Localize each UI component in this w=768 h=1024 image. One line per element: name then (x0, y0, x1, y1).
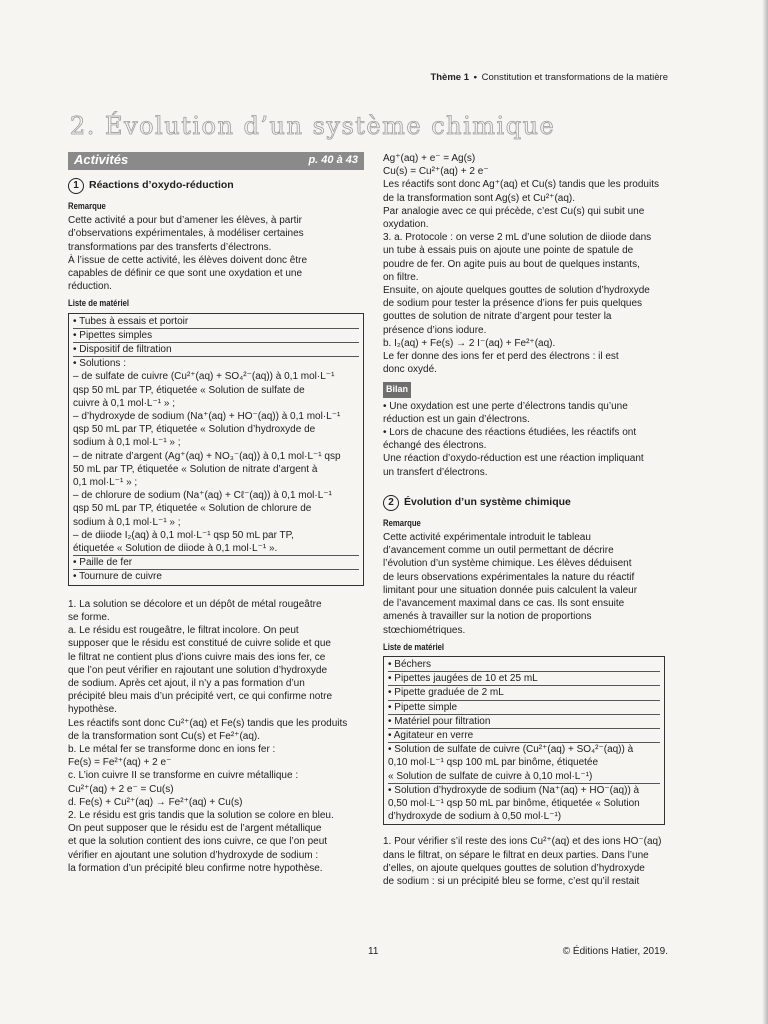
materiel-item: • Pipette simple (388, 701, 660, 715)
materiel-item: • Tournure de cuivre (73, 571, 162, 583)
materiel-item: • Pipettes jaugées de 10 et 25 mL (388, 672, 660, 686)
text-line: 3. a. Protocole : on verse 2 mL d’une solution de diiode dans (383, 232, 652, 244)
section-2-title: Évolution d’un système chimique (404, 496, 571, 509)
bilan-label: Bilan (383, 382, 411, 397)
theme-label: Thème 1 (430, 72, 469, 83)
answers-text (68, 598, 364, 875)
copyright: © Éditions Hatier, 2019. (562, 946, 668, 957)
text-line: Les réactifs sont donc Cu²⁺(aq) et Fe(s) tandis que les produits (68, 717, 348, 729)
text-line: de la transformation sont Ag(s) et Cu²⁺(aq). (383, 192, 576, 204)
text-line: 1. La solution se décolore et un dépôt de métal rougeâtre (68, 598, 322, 610)
text-line: 2. Le résidu est gris tandis que la solution se colore en bleu. (68, 809, 334, 821)
text-line: donc oxydé. (383, 364, 437, 376)
text-line: la formation d’un précipité bleu confirme notre hypothèse. (68, 862, 323, 874)
section-1-heading (68, 178, 364, 194)
text-line: • Lors de chacune des réactions étudiées, les réactifs ont (383, 427, 637, 439)
section-number-badge: 1 (68, 178, 84, 194)
text-line: de l’avancement maximal dans ce cas. Ils sont ensuite (383, 598, 625, 610)
materiel-item: • Pipettes simples (73, 329, 359, 343)
text-line: de sodium pour tester la présence d’ions fer puis quelques (383, 298, 643, 310)
text-line: b. Le métal fer se transforme donc en ions fer : (68, 743, 276, 755)
materiel-item: • Solution de sulfate de cuivre (Cu²⁺(aq) + SO₄²⁻(aq)) à 0,10 mol·L⁻¹ qsp 100 mL par binôme, étiquetée « Solution de sulfate de cuivre à 0,10 mol·L⁻¹) (388, 743, 660, 784)
bilan-text (383, 400, 665, 479)
section-2-heading (383, 495, 665, 511)
activites-bar (68, 152, 364, 170)
text-line: de leurs observations expérimentales la nature du réactif (383, 571, 635, 583)
text-line: Les réactifs sont donc Ag⁺(aq) et Cu(s) tandis que les produits (383, 179, 659, 191)
remarque-label: Remarque (68, 201, 106, 211)
text-line: Ag⁺(aq) + e⁻ = Ag(s) (383, 153, 476, 164)
text-line: d. Fe(s) + Cu²⁺(aq) → Fe²⁺(aq) + Cu(s) (68, 796, 243, 808)
text-line: gouttes de solution de nitrate d’argent pour tester la (383, 311, 612, 323)
left-column (68, 152, 364, 875)
text-line: et que la solution contient des ions cuivre, ce que l’on peut (68, 836, 328, 848)
text-line: transformations par des transferts d’électrons. (68, 241, 272, 253)
materiel-item: • Paille de fer (73, 556, 359, 570)
text-line: limitant pour une situation donnée puis calculent la valeur (383, 584, 638, 596)
text-line: Cette activité expérimentale introduit le tableau (383, 532, 591, 544)
text-line: un transfert d’électrons. (383, 466, 488, 478)
text-line: supposer que le résidu est constitué de cuivre solide et que (68, 638, 331, 650)
theme-separator: • (473, 72, 477, 83)
materiel-item: • Agitateur en verre (388, 729, 660, 743)
text-line: 1. Pour vérifier s’il reste des ions Cu²⁺(aq) et des ions HO⁻(aq) (383, 836, 662, 848)
answers-continued (383, 152, 665, 376)
text-line: Cu(s) = Cu²⁺(aq) + 2 e⁻ (383, 166, 489, 178)
text-line: Le fer donne des ions fer et perd des électrons : il est (383, 351, 619, 363)
text-line: réduction est un gain d’électrons. (383, 413, 530, 425)
materiel-item: • Solution d’hydroxyde de sodium (Na⁺(aq) + HO⁻(aq)) à 0,50 mol·L⁻¹ qsp 50 mL par binôme, étiquetée « Solution d’hydroxyde de sodium à 0,50 mol·L⁻¹) (388, 784, 640, 823)
page-number: 11 (368, 946, 379, 957)
answers-text (383, 835, 665, 888)
text-line: présence d’ions iodure. (383, 324, 487, 336)
text-line: c. L’ion cuivre II se transforme en cuivre métallique : (68, 770, 299, 782)
text-line: stœchiométriques. (383, 624, 466, 636)
text-line: précipité bleu mais d’un précipité vert, ce qui confirme notre (68, 691, 333, 703)
activites-pages: p. 40 à 43 (308, 154, 358, 166)
materiel-item: • Pipette graduée de 2 mL (388, 686, 660, 700)
text-line: Une réaction d’oxydo-réduction est une réaction impliquant (383, 453, 644, 465)
materiel-item: • Dispositif de filtration (73, 343, 359, 357)
text-line: oxydation. (383, 219, 429, 231)
text-line: vérifier en ajoutant une solution d’hydroxyde de sodium : (68, 849, 319, 861)
text-line: on filtre. (383, 271, 419, 283)
chapter-title: 2. Évolution d’un système chimique (70, 112, 556, 140)
right-column (383, 152, 665, 888)
materiel-item: • Matériel pour filtration (388, 715, 660, 729)
text-line: amenés à travailler sur la notion de proportions (383, 611, 592, 623)
materiel-label: Liste de matériel (68, 298, 130, 309)
materiel-list (68, 313, 364, 586)
text-line: échangé des électrons. (383, 440, 487, 452)
text-line: dans le filtrat, on sépare le filtrat en deux parties. Dans l’une (383, 849, 649, 861)
text-line: capables de définir ce que sont une oxydation et une (68, 268, 303, 280)
materiel-item: • Solutions : – de sulfate de cuivre (Cu²⁺(aq) + SO₄²⁻(aq)) à 0,1 mol·L⁻¹ qsp 50 mL par TP, étiquetée « Solution de sulfate de cuivre à 0,1 mol·L⁻¹ » ; – d’hydroxyde de sodium (Na⁺(aq) + HO⁻(aq)) à 0,1 mol·L⁻¹ qsp 50 mL par TP, étiquetée « Solution d’hydroxyde de sodium à 0,1 mol·L⁻¹ » ; – de nitrate d’argent (Ag⁺(aq) + NO₃⁻(aq)) à 0,1 mol·L⁻¹ qsp 50 mL par TP, étiquetée « Solution de nitrate d’argent à 0,1 mol·L⁻¹ » ; – de chlorure de sodium (Na⁺(aq) + Cℓ⁻(aq)) à 0,1 mol·L⁻¹ qsp 50 mL par TP, étiquetée « Solution de chlorure de sodium à 0,1 mol·L⁻¹ » ; – de diiode I₂(aq) à 0,1 mol·L⁻¹ qsp 50 mL par TP, étiquetée « Solution de diiode à 0,1 mol·L⁻¹ ». (73, 357, 359, 556)
scan-edge-shadow (762, 0, 768, 1024)
activites-label: Activités (74, 152, 129, 167)
text-line: Cette activité a pour but d’amener les élèves, à partir (68, 215, 303, 227)
materiel-item: • Tubes à essais et portoir (73, 315, 359, 329)
remarque-label: Remarque (383, 517, 421, 528)
text-line: • Une oxydation est une perte d’électrons tandis qu’une (383, 400, 628, 412)
text-line: d’avancement comme un outil permettant de décrire (383, 545, 614, 557)
text-line: On peut supposer que le résidu est de l’argent métallique (68, 823, 322, 835)
theme-title: Constitution et transformations de la matière (481, 72, 668, 83)
text-line: À l’issue de cette activité, les élèves doivent donc être (68, 254, 308, 266)
materiel-list (383, 656, 665, 825)
text-line: que l’on peut vérifier en rajoutant une solution d’hydroxyde (68, 664, 328, 676)
text-line: Cu²⁺(aq) + 2 e⁻ = Cu(s) (68, 783, 174, 795)
remarque-text (68, 214, 364, 293)
text-line: de sodium. Après cet ajout, il n’y a pas formation d’un (68, 677, 305, 689)
text-line: d’elles, on ajoute quelques gouttes de solution d’hydroxyde (383, 862, 645, 874)
text-line: b. I₂(aq) + Fe(s) → 2 I⁻(aq) + Fe²⁺(aq). (383, 337, 556, 349)
materiel-item: • Béchers (388, 658, 660, 672)
text-line: Fe(s) = Fe²⁺(aq) + 2 e⁻ (68, 757, 172, 769)
section-1-title: Réactions d’oxydo-réduction (89, 179, 234, 192)
text-line: hypothèse. (68, 704, 117, 716)
text-line: poudre de fer. On agite puis au bout de quelques instants, (383, 258, 640, 270)
text-line: d’observations expérimentales, à modéliser certaines (68, 228, 304, 240)
text-line: réduction. (68, 281, 112, 293)
materiel-label: Liste de matériel (383, 641, 445, 652)
text-line: le filtrat ne contient plus d’ions cuivre mais des ions fer, ce (68, 651, 326, 663)
text-line: se forme. (68, 611, 110, 623)
remarque-text (383, 531, 665, 637)
text-line: de la transformation sont Cu(s) et Fe²⁺(aq). (68, 730, 261, 742)
text-line: a. Le résidu est rougeâtre, le filtrat incolore. On peut (68, 625, 299, 637)
section-number-badge: 2 (383, 495, 399, 511)
text-line: l’évolution d’un système chimique. Les élèves déduisent (383, 558, 632, 570)
text-line: un tube à essais puis on ajoute une pointe de spatule de (383, 245, 634, 257)
theme-header (430, 72, 668, 83)
text-line: Ensuite, on ajoute quelques gouttes de solution d’hydroxyde (383, 285, 650, 297)
text-line: de sodium : si un précipité bleu se forme, c’est qu’il restait (383, 875, 640, 887)
text-line: Par analogie avec ce qui précède, c’est Cu(s) qui subit une (383, 205, 645, 217)
